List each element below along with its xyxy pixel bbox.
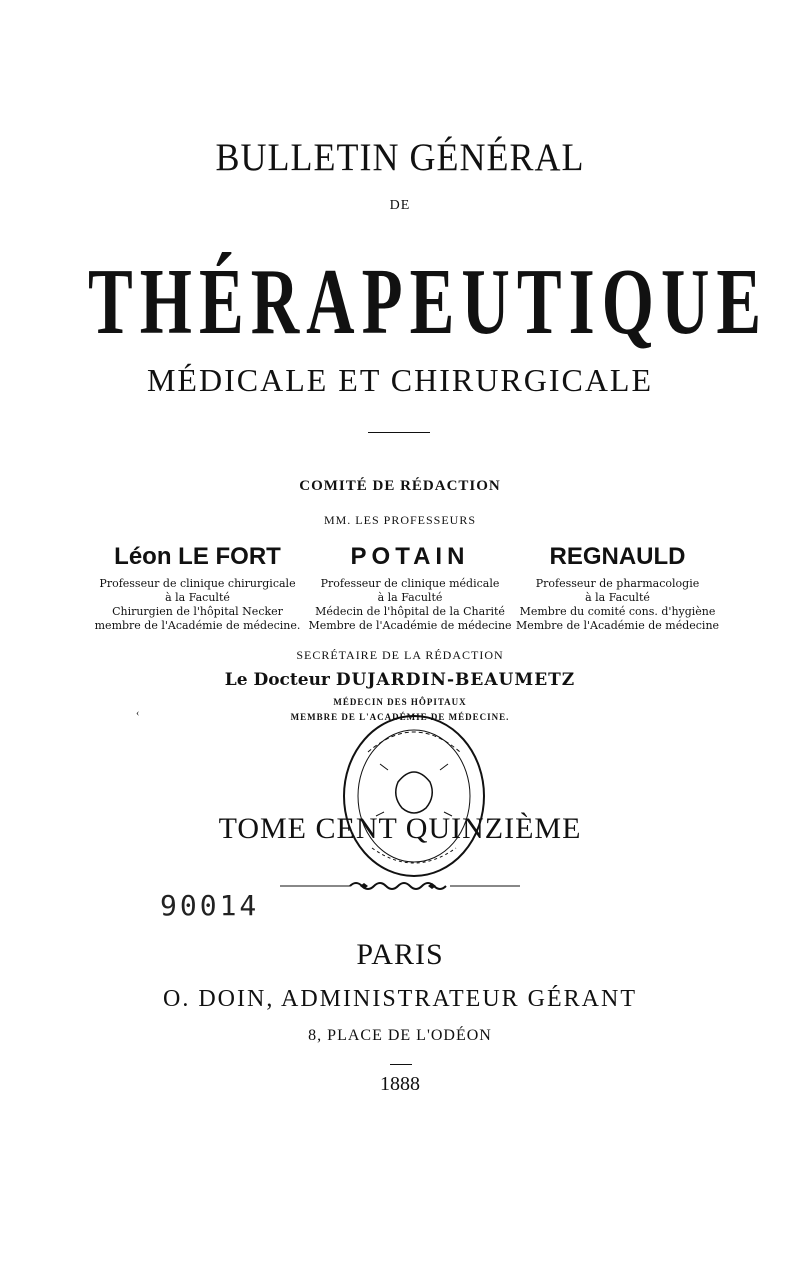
imprint-city: PARIS — [356, 938, 444, 971]
volume-number: TOME CENT QUINZIÈME — [218, 812, 582, 845]
member-line: Membre de l'Académie de médecine — [308, 619, 512, 632]
margin-mark: ‹ — [136, 708, 140, 719]
imprint-address — [0, 1027, 800, 1045]
member-line: Chirurgien de l'hôpital Necker — [112, 605, 283, 618]
ornamental-rule-icon — [280, 879, 520, 893]
address-text: 8, PLACE DE L'ODÉON — [308, 1027, 492, 1044]
committee-intro: MM. LES PROFESSEURS — [323, 513, 477, 527]
member-line: à la Faculté — [585, 591, 650, 604]
member-line: Professeur de clinique chirurgicale — [99, 577, 296, 590]
call-number: 90014 — [160, 889, 260, 922]
member-line: membre de l'Académie de médecine. — [94, 619, 301, 632]
year-rule — [390, 1064, 412, 1065]
member-line: Médecin de l'hôpital de la Charité — [315, 605, 505, 618]
secretary-title: SECRÉTAIRE DE LA RÉDACTION — [296, 648, 504, 662]
secretary-role-2: MEMBRE DE L'ACADÉMIE DE MÉDECINE. — [290, 712, 510, 722]
member-line: à la Faculté — [377, 591, 443, 604]
member-line: Membre de l'Académie de médecine — [515, 619, 720, 632]
committee-member-3 — [510, 543, 725, 633]
subtitle: MÉDICALE ET CHIRURGICALE — [146, 362, 654, 398]
imprint-publisher: O. DOIN, ADMINISTRATEUR GÉRANT — [163, 986, 637, 1012]
member-name: Léon LE FORT — [114, 543, 281, 570]
title-connector: DE — [389, 198, 411, 213]
title-line-1: BULLETIN GÉNÉRAL — [215, 135, 585, 179]
member-line: Membre du comité cons. d'hygiène — [519, 605, 716, 618]
member-line: à la Faculté — [165, 591, 230, 604]
committee-member-1 — [85, 543, 310, 633]
committee-member-2 — [305, 543, 515, 633]
secretary-name-line — [0, 670, 800, 690]
secretary-name: DUJARDIN-BEAUMETZ — [335, 670, 576, 690]
main-title: THÉRAPEUTIQUE — [88, 248, 769, 354]
divider-rule — [368, 432, 430, 433]
secretary-role-1: MÉDECIN DES HÔPITAUX — [333, 697, 467, 707]
member-line: Professeur de pharmacologie — [535, 577, 700, 590]
committee-heading: COMITÉ DE RÉDACTION — [299, 478, 501, 494]
member-name: POTAIN — [350, 543, 470, 570]
imprint-year: 1888 — [380, 1073, 420, 1095]
secretary-prefix: Le Docteur — [224, 670, 330, 690]
member-name: REGNAULD — [549, 543, 686, 570]
member-line: Professeur de clinique médicale — [320, 577, 500, 590]
library-stamp-icon — [338, 712, 490, 880]
